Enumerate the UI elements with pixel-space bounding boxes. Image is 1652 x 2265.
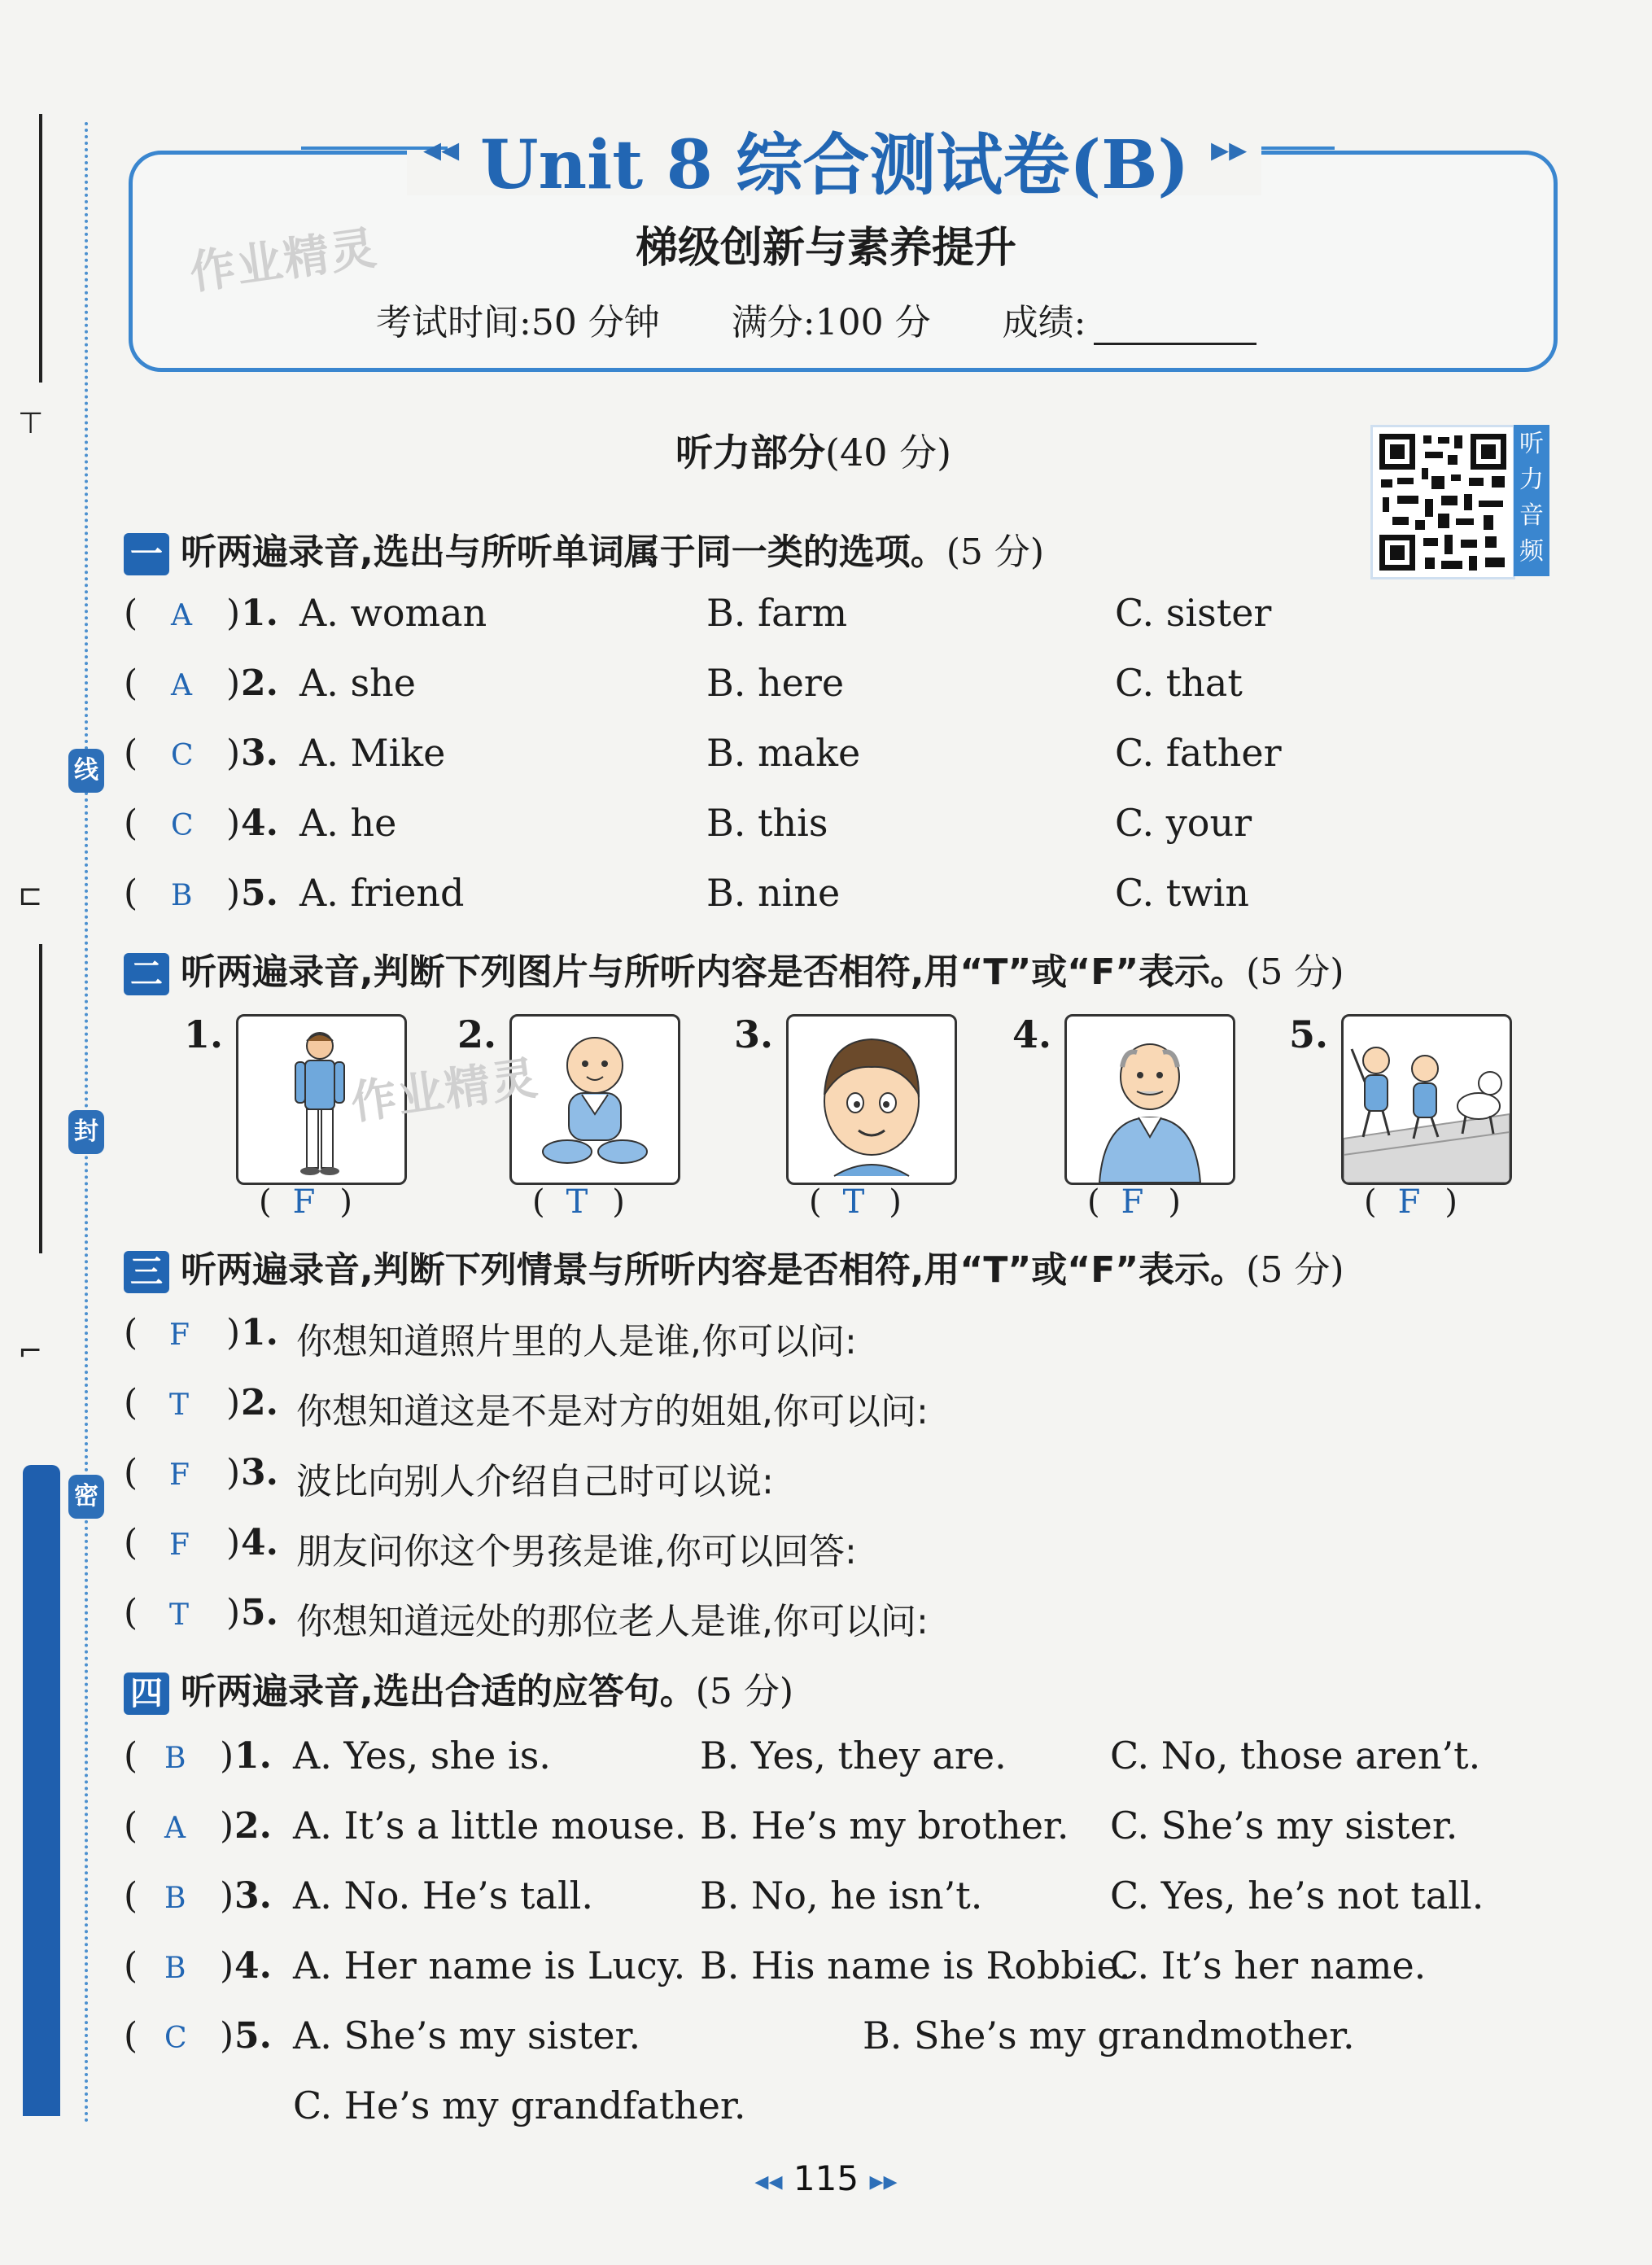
page-number-value: 115 (793, 2158, 859, 2198)
option-a: A. woman (299, 591, 487, 635)
answer-bracket-close: ) (226, 732, 241, 774)
question-number: 2. (241, 1382, 278, 1423)
answer-bracket: ( (124, 2015, 138, 2057)
picture-children-dog (1341, 1014, 1512, 1185)
question-text: 你想知道照片里的人是谁,你可以问: (296, 1321, 857, 1362)
children-dog-illustration (1344, 1017, 1510, 1183)
page-arrow-left-icon: ◂◂ (754, 2165, 783, 2197)
answer-value[interactable]: C (171, 739, 194, 772)
answer-value[interactable]: T (842, 1183, 865, 1221)
answer-value[interactable]: B (164, 1882, 186, 1915)
listening-title: 听力部分 (675, 431, 825, 474)
answer-value[interactable]: F (169, 1528, 190, 1562)
picture-number: 4. (1012, 1012, 1052, 1056)
answer-value[interactable]: B (164, 1742, 186, 1775)
answer-bracket-close: ) (226, 1522, 241, 1563)
answer-bracket-close: ) (226, 592, 241, 634)
option-a: A. she (299, 661, 416, 705)
option-a: A. No. He’s tall. (293, 1874, 593, 1917)
option-b: B. No, he isn’t. (700, 1874, 983, 1917)
answer-bracket: ( (124, 1382, 138, 1423)
picture-number: 3. (734, 1012, 774, 1056)
part2-heading (124, 942, 1344, 995)
binding-tag-mi: 密 (68, 1475, 104, 1519)
part2-points: (5 分) (1246, 951, 1344, 993)
answer-bracket: ( (124, 802, 138, 844)
part1-points: (5 分) (946, 531, 1045, 573)
answer-bracket: ( (124, 732, 138, 774)
old-man-illustration (1067, 1017, 1233, 1183)
option-c: C. He’s my grandfather. (293, 2084, 746, 2127)
option-c: C. father (1115, 731, 1282, 775)
question-number: 3. (241, 1452, 278, 1493)
option-b: B. Yes, they are. (700, 1734, 1007, 1777)
answer-bracket-close: ) (220, 2015, 234, 2057)
picture-number: 1. (184, 1012, 224, 1056)
question-number: 3. (234, 1875, 272, 1917)
answer-value[interactable]: T (566, 1183, 588, 1221)
exam-info (376, 293, 1256, 345)
picture-answer: ( T ) (809, 1183, 902, 1221)
answer-bracket-close: ) (220, 1805, 234, 1847)
option-c: C. that (1115, 661, 1243, 705)
part2-instruction: 听两遍录音,判断下列图片与所听内容是否相符,用“T”或“F”表示。 (181, 951, 1247, 993)
title-arrow-right-icon: ▸▸ (1211, 129, 1248, 170)
option-a: A. She’s my sister. (293, 2014, 641, 2057)
page-subtitle: 梯级创新与素养提升 (635, 224, 1016, 273)
page-arrow-right-icon: ▸▸ (869, 2165, 898, 2197)
answer-value[interactable]: B (164, 1952, 186, 1985)
answer-value[interactable]: A (171, 599, 192, 632)
option-a: A. It’s a little mouse. (293, 1804, 687, 1847)
question-text: 你想知道这是不是对方的姐姐,你可以问: (296, 1391, 929, 1432)
answer-value[interactable]: A (164, 1812, 186, 1845)
answer-value[interactable]: C (171, 809, 194, 842)
answer-value[interactable]: T (169, 1598, 190, 1632)
part3-heading (124, 1240, 1344, 1293)
question-number: 3. (241, 732, 278, 774)
exam-time: 考试时间:50 分钟 (376, 302, 660, 343)
binding-tag-xian: 线 (68, 749, 104, 793)
boy-face-illustration (789, 1017, 955, 1183)
answer-bracket-close: ) (220, 1945, 234, 1987)
part1-number: 一 (124, 533, 169, 575)
question-number: 4. (234, 1945, 272, 1987)
picture-answer: ( T ) (532, 1183, 625, 1221)
listening-heading (675, 423, 951, 477)
score-label: 成绩: (1002, 302, 1086, 343)
part3-points: (5 分) (1246, 1249, 1344, 1291)
question-text: 波比向别人介绍自己时可以说: (296, 1461, 774, 1502)
binding-rule-mid (39, 944, 42, 1253)
option-b: B. She’s my grandmother. (863, 2014, 1355, 2057)
listening-points: (40 分) (825, 431, 952, 474)
answer-bracket: ( (124, 1522, 138, 1563)
option-b: B. make (706, 731, 861, 775)
watermark-top: 作业精灵 (186, 221, 382, 300)
option-b: B. His name is Robbie. (700, 1944, 1131, 1987)
qr-code-icon (1373, 427, 1513, 577)
answer-bracket-close: ) (226, 802, 241, 844)
option-c: C. sister (1115, 591, 1272, 635)
option-a: A. Yes, she is. (293, 1734, 551, 1777)
picture-answer: ( F ) (259, 1183, 352, 1221)
title-deco-right (1261, 146, 1335, 150)
score-blank[interactable] (1094, 310, 1256, 345)
question-number: 1. (241, 1312, 278, 1353)
option-a: A. Her name is Lucy. (293, 1944, 686, 1987)
question-number: 4. (241, 802, 278, 844)
picture-number: 5. (1289, 1012, 1329, 1056)
answer-bracket-close: ) (226, 1382, 241, 1423)
option-a: A. Mike (299, 731, 446, 775)
answer-bracket: ( (124, 1875, 138, 1917)
part4-instruction: 听两遍录音,选出合适的应答句。 (181, 1671, 696, 1712)
question-number: 1. (234, 1735, 272, 1777)
option-b: B. nine (706, 871, 841, 915)
answer-bracket: ( (124, 1805, 138, 1847)
part4-points: (5 分) (695, 1671, 794, 1712)
option-c: C. No, those aren’t. (1110, 1734, 1481, 1777)
part3-instruction: 听两遍录音,判断下列情景与所听内容是否相符,用“T”或“F”表示。 (181, 1249, 1247, 1291)
answer-bracket: ( (124, 872, 138, 914)
option-b: B. this (706, 801, 828, 845)
picture-number: 2. (457, 1012, 497, 1056)
answer-value[interactable]: F (1121, 1183, 1144, 1221)
answer-bracket: ( (124, 1735, 138, 1777)
binding-blue-band (23, 1465, 60, 2116)
answer-bracket-close: ) (226, 1312, 241, 1353)
part1-instruction: 听两遍录音,选出与所听单词属于同一类的选项。 (181, 531, 946, 573)
question-number: 1. (241, 592, 278, 634)
answer-bracket-close: ) (220, 1735, 234, 1777)
part4-heading (124, 1662, 793, 1715)
picture-answer: ( F ) (1364, 1183, 1458, 1221)
answer-value[interactable]: B (171, 879, 193, 912)
picture-boy-face (786, 1014, 957, 1185)
question-number: 2. (234, 1805, 272, 1847)
option-c: C. Yes, he’s not tall. (1110, 1874, 1484, 1917)
answer-bracket: ( (124, 662, 138, 704)
question-text: 你想知道远处的那位老人是谁,你可以问: (296, 1601, 929, 1642)
part4-number: 四 (124, 1673, 169, 1715)
option-c: C. It’s her name. (1110, 1944, 1427, 1987)
watermark-middle: 作业精灵 (347, 1052, 543, 1130)
option-a: A. friend (299, 871, 465, 915)
answer-value[interactable]: F (169, 1318, 190, 1352)
page-number (0, 2158, 1652, 2198)
binding-fragment-3: ⌐ (18, 1335, 43, 1368)
answer-bracket-close: ) (226, 872, 241, 914)
answer-bracket: ( (124, 1452, 138, 1493)
answer-bracket: ( (124, 1312, 138, 1353)
question-number: 5. (234, 2015, 272, 2057)
answer-bracket: ( (124, 592, 138, 634)
option-a: A. he (299, 801, 397, 845)
option-b: B. farm (706, 591, 848, 635)
question-number: 4. (241, 1522, 278, 1563)
picture-old-man (1064, 1014, 1235, 1185)
answer-bracket-close: ) (220, 1875, 234, 1917)
binding-tag-feng: 封 (68, 1110, 104, 1154)
part1-heading (124, 523, 1044, 575)
binding-fragment-2: ⊏ (18, 879, 43, 912)
picture-answer: ( F ) (1087, 1183, 1181, 1221)
part3-number: 三 (124, 1251, 169, 1293)
answer-value[interactable]: F (1397, 1183, 1421, 1221)
answer-value[interactable]: F (292, 1183, 316, 1221)
answer-value[interactable]: A (171, 669, 192, 702)
answer-bracket: ( (124, 1592, 138, 1633)
part2-number: 二 (124, 953, 169, 995)
title-arrow-left-icon: ◂◂ (423, 129, 460, 170)
question-number: 5. (241, 1592, 278, 1633)
option-c: C. twin (1115, 871, 1249, 915)
answer-bracket-close: ) (226, 1452, 241, 1493)
qr-audio-label: 听力音频 (1514, 425, 1549, 576)
option-b: B. He’s my brother. (700, 1804, 1069, 1847)
answer-value[interactable]: F (169, 1458, 190, 1492)
answer-bracket-close: ) (226, 1592, 241, 1633)
option-c: C. your (1115, 801, 1252, 845)
question-number: 5. (241, 872, 278, 914)
answer-bracket: ( (124, 1945, 138, 1987)
answer-bracket-close: ) (226, 662, 241, 704)
qr-code[interactable] (1370, 425, 1515, 579)
question-text: 朋友问你这个男孩是谁,你可以回答: (296, 1531, 857, 1572)
question-number: 2. (241, 662, 278, 704)
full-score: 满分:100 分 (731, 302, 931, 343)
binding-fragment-1: ⊤ (18, 407, 44, 440)
answer-value[interactable]: T (169, 1388, 190, 1422)
answer-value[interactable]: C (164, 2022, 187, 2055)
page-title: Unit 8 综合测试卷(B) (480, 126, 1190, 204)
option-c: C. She’s my sister. (1110, 1804, 1458, 1847)
option-b: B. here (706, 661, 845, 705)
